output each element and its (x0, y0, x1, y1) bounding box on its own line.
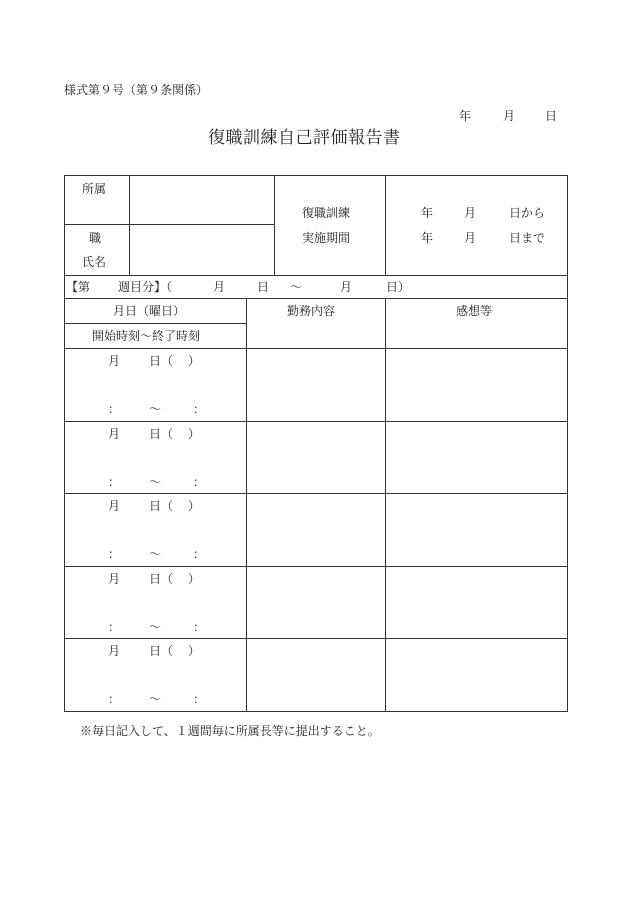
entry-close: ） (188, 354, 201, 368)
entry-colon-start: ： (108, 475, 121, 489)
impressions-cell[interactable] (387, 423, 566, 492)
week-tilde: ～ (290, 280, 303, 294)
entry-close: ） (188, 572, 201, 586)
entry-close: ） (188, 644, 201, 658)
week-month2: 月 (340, 280, 353, 294)
time-column-header: 開始時刻～終了時刻 (92, 329, 201, 343)
entry-tilde: ～ (149, 620, 162, 634)
entry-colon-end: ： (193, 692, 206, 706)
entry-colon-start: ： (108, 620, 121, 634)
work-column-header: 勤務内容 (287, 304, 336, 318)
work-content-cell[interactable] (248, 350, 384, 420)
footnote: ※毎日記入して、１週間毎に所属長等に提出すること。 (80, 724, 380, 738)
entry-colon-start: ： (108, 402, 121, 416)
impressions-cell[interactable] (387, 495, 566, 565)
from-day-label: 日から (509, 206, 546, 220)
entry-tilde: ～ (149, 402, 162, 416)
entry-day: 日（ (149, 354, 174, 368)
impressions-cell[interactable] (387, 568, 566, 637)
from-year-label: 年 (421, 206, 434, 220)
position-name-field[interactable] (132, 226, 273, 274)
entry-month: 月 (108, 354, 121, 368)
entry-day: 日（ (149, 499, 174, 513)
to-day-label: 日まで (509, 231, 546, 245)
impressions-cell[interactable] (387, 350, 566, 420)
impressions-cell[interactable] (387, 640, 566, 710)
work-content-cell[interactable] (248, 495, 384, 565)
entry-month: 月 (108, 572, 121, 586)
entry-close: ） (188, 499, 201, 513)
entry-colon-start: ： (108, 692, 121, 706)
date-month-label: 月 (503, 109, 516, 123)
period-label-2: 実施期間 (302, 231, 351, 245)
work-content-cell[interactable] (248, 568, 384, 637)
entry-colon-end: ： (193, 402, 206, 416)
from-month-label: 月 (464, 206, 477, 220)
entry-tilde: ～ (149, 547, 162, 561)
date-day-label: 日 (545, 109, 558, 123)
week-prefix: 【第 (66, 280, 91, 294)
entry-day: 日（ (149, 644, 174, 658)
date-year-label: 年 (459, 109, 472, 123)
entry-month: 月 (108, 427, 121, 441)
date-column-header: 月日（曜日） (113, 304, 186, 318)
entry-day: 日（ (149, 427, 174, 441)
to-year-label: 年 (421, 231, 434, 245)
entry-month: 月 (108, 499, 121, 513)
entry-month: 月 (108, 644, 121, 658)
week-day2: 日） (386, 280, 411, 294)
entry-tilde: ～ (149, 475, 162, 489)
week-month1: 月 (213, 280, 226, 294)
week-suffix: 週目分】（ (118, 280, 173, 294)
page-title: 復職訓練自己評価報告書 (208, 128, 401, 148)
to-month-label: 月 (464, 231, 477, 245)
week-day1: 日 (257, 280, 270, 294)
position-label: 職 (89, 231, 102, 245)
name-label: 氏名 (82, 255, 107, 269)
affiliation-label: 所属 (82, 182, 107, 196)
entry-close: ） (188, 427, 201, 441)
entry-colon-end: ： (193, 475, 206, 489)
entry-colon-end: ： (193, 620, 206, 634)
work-content-cell[interactable] (248, 640, 384, 710)
form-number: 様式第９号（第９条関係） (64, 83, 209, 97)
impressions-column-header: 感想等 (456, 304, 493, 318)
entry-tilde: ～ (149, 692, 162, 706)
affiliation-field[interactable] (132, 176, 273, 223)
work-content-cell[interactable] (248, 423, 384, 492)
entry-colon-start: ： (108, 547, 121, 561)
entry-colon-end: ： (193, 547, 206, 561)
entry-day: 日（ (149, 572, 174, 586)
period-label-1: 復職訓練 (302, 206, 351, 220)
